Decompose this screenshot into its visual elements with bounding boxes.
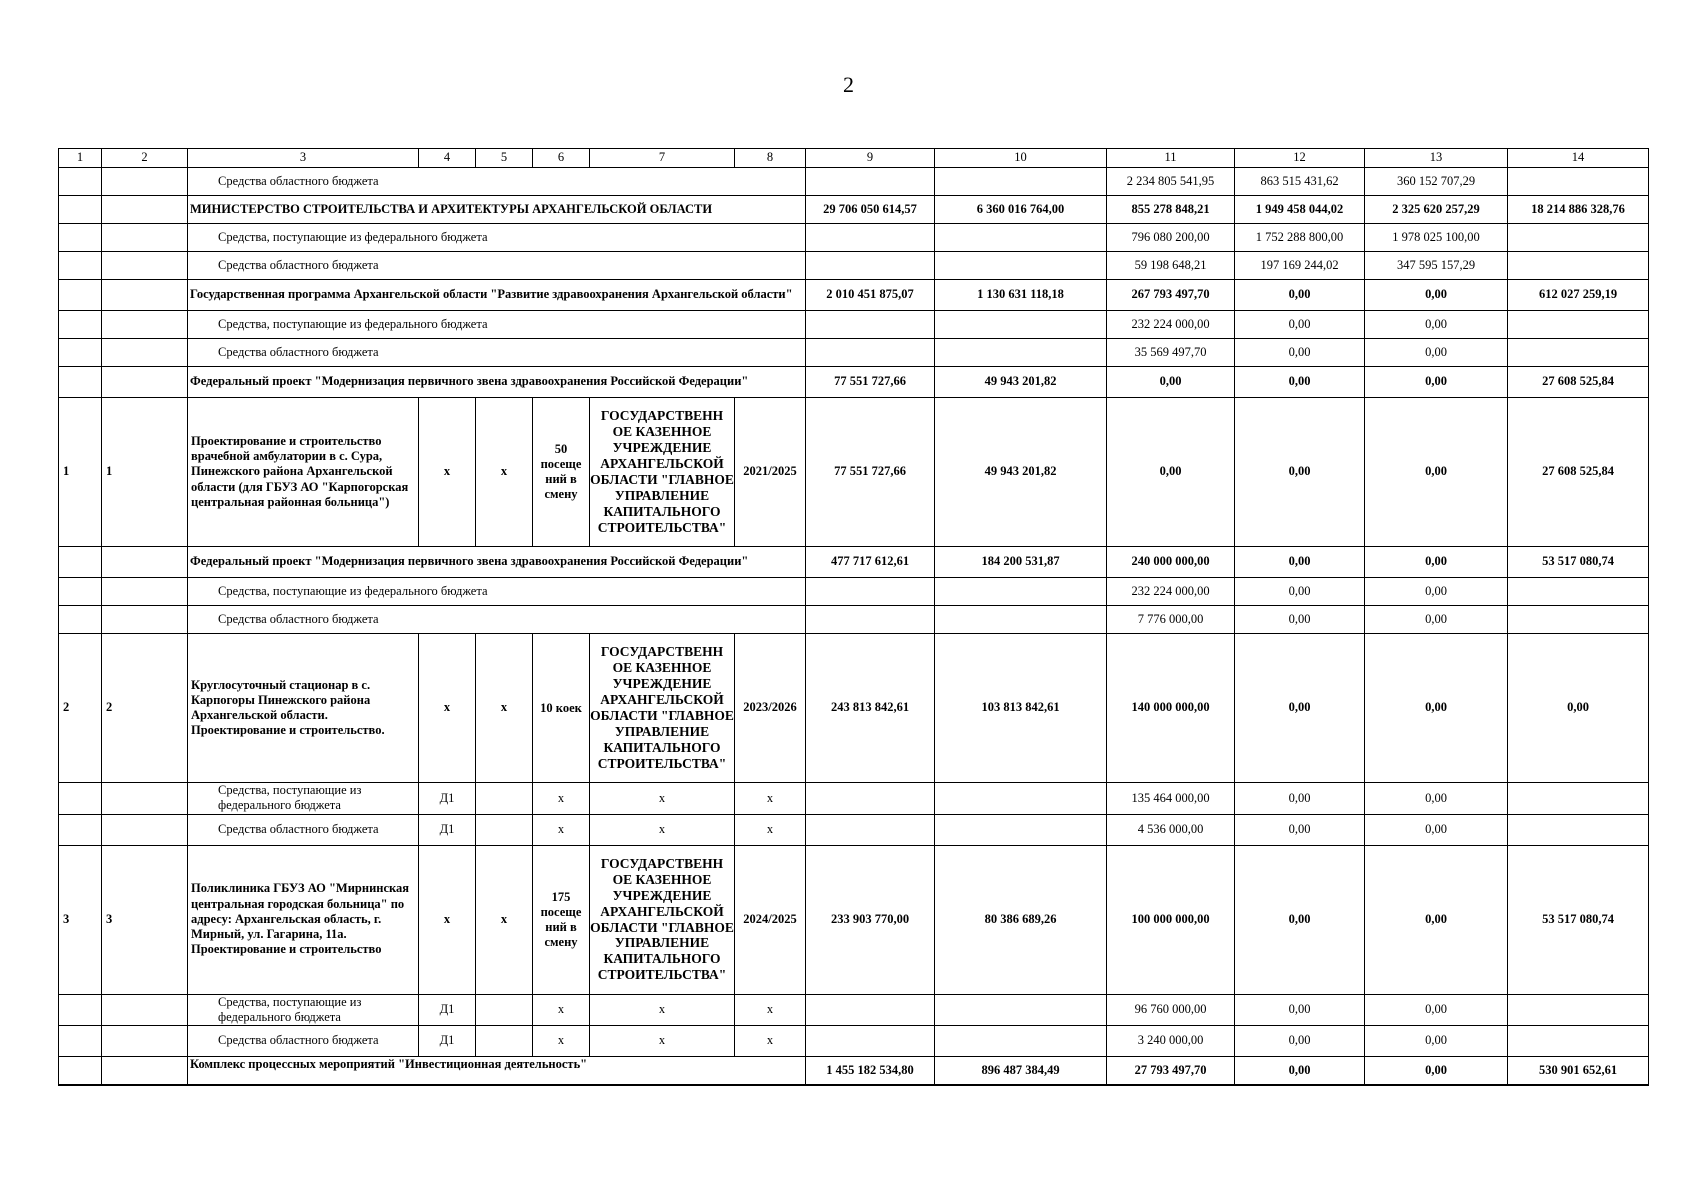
period: 2021/2025 (735, 398, 806, 547)
cell-col7: x (590, 1026, 735, 1057)
row-label: Федеральный проект "Модернизация первичного звена здравоохранения Российской Федерации" (188, 547, 806, 578)
table-row (59, 367, 1649, 398)
cell-col12: 0,00 (1235, 367, 1365, 398)
cell-col6: x (533, 994, 590, 1026)
cell-col10: 896 487 384,49 (935, 1057, 1107, 1086)
cell-col13: 0,00 (1365, 280, 1508, 311)
cell-col12: 0,00 (1235, 783, 1365, 815)
cell-col14: 0,00 (1508, 634, 1649, 783)
customer-org: ГОСУДАРСТВЕНН ОЕ КАЗЕННОЕ УЧРЕЖДЕНИЕ АРХАНГЕЛЬСКОЙ ОБЛАСТИ "ГЛАВНОЕ УПРАВЛЕНИЕ КАПИТАЛЬНОГО СТРОИТЕЛЬСТВА" (590, 845, 735, 994)
cell-col12: 1 949 458 044,02 (1235, 196, 1365, 224)
table-row (59, 168, 1649, 196)
cell-col12: 0,00 (1235, 814, 1365, 845)
table-row (59, 814, 1649, 845)
cell-col13: 0,00 (1365, 783, 1508, 815)
cell-col14: 612 027 259,19 (1508, 280, 1649, 311)
capacity: 175 посеще ний в смену (533, 845, 590, 994)
table-row (59, 252, 1649, 280)
cell-col11: 59 198 648,21 (1107, 252, 1235, 280)
capacity: 10 коек (533, 634, 590, 783)
cell-col13: 0,00 (1365, 578, 1508, 606)
cell-col4: x (419, 398, 476, 547)
cell-col9: 233 903 770,00 (806, 845, 935, 994)
cell-col9: 477 717 612,61 (806, 547, 935, 578)
cell-col7: x (590, 994, 735, 1026)
row-label: Федеральный проект "Модернизация первичного звена здравоохранения Российской Федерации" (188, 367, 806, 398)
period: 2023/2026 (735, 634, 806, 783)
table-row (59, 224, 1649, 252)
cell-col11: 3 240 000,00 (1107, 1026, 1235, 1057)
row-label: Средства, поступающие из федерального бюджета (188, 311, 806, 339)
row-label: Комплекс процессных мероприятий "Инвестиционная деятельность" (188, 1057, 806, 1086)
cell-col12: 0,00 (1235, 398, 1365, 547)
header-cell: 2 (102, 149, 188, 168)
cell-col10: 49 943 201,82 (935, 367, 1107, 398)
table-row (59, 783, 1649, 815)
cell-col11: 855 278 848,21 (1107, 196, 1235, 224)
row-label: Средства, поступающие из федерального бюджета (188, 224, 806, 252)
cell-col8: x (735, 814, 806, 845)
cell-col4: Д1 (419, 994, 476, 1026)
cell-col13: 0,00 (1365, 547, 1508, 578)
cell-col13: 0,00 (1365, 814, 1508, 845)
cell-col14: 27 608 525,84 (1508, 367, 1649, 398)
table-row (59, 606, 1649, 634)
cell-col14: 27 608 525,84 (1508, 398, 1649, 547)
period: 2024/2025 (735, 845, 806, 994)
row-label: Средства областного бюджета (188, 168, 806, 196)
header-cell: 3 (188, 149, 419, 168)
cell-col5: x (476, 634, 533, 783)
cell-col13: 2 325 620 257,29 (1365, 196, 1508, 224)
table-row (59, 547, 1649, 578)
cell-col5: x (476, 845, 533, 994)
cell-col5: x (476, 398, 533, 547)
cell-col9: 243 813 842,61 (806, 634, 935, 783)
cell-col13: 0,00 (1365, 1026, 1508, 1057)
cell-col13: 0,00 (1365, 845, 1508, 994)
cell-col4: Д1 (419, 1026, 476, 1057)
cell-col12: 0,00 (1235, 280, 1365, 311)
row-label: Государственная программа Архангельской области "Развитие здравоохранения Архангельской области" (188, 280, 806, 311)
header-row (59, 149, 1649, 168)
cell-col10: 184 200 531,87 (935, 547, 1107, 578)
cell-col9: 2 010 451 875,07 (806, 280, 935, 311)
cell-col11: 135 464 000,00 (1107, 783, 1235, 815)
cell-col11: 35 569 497,70 (1107, 339, 1235, 367)
row-label: Средства, поступающие из федерального бюджета (188, 578, 806, 606)
cell-col13: 0,00 (1365, 339, 1508, 367)
cell-col8: x (735, 783, 806, 815)
cell-col14: 18 214 886 328,76 (1508, 196, 1649, 224)
cell-col11: 232 224 000,00 (1107, 311, 1235, 339)
header-cell: 7 (590, 149, 735, 168)
cell-col13: 0,00 (1365, 398, 1508, 547)
cell-col13: 0,00 (1365, 1057, 1508, 1086)
header-cell: 6 (533, 149, 590, 168)
cell-col13: 0,00 (1365, 634, 1508, 783)
cell-col12: 0,00 (1235, 339, 1365, 367)
header-cell: 12 (1235, 149, 1365, 168)
cell-col10: 103 813 842,61 (935, 634, 1107, 783)
capacity: 50 посеще ний в смену (533, 398, 590, 547)
cell-col11: 232 224 000,00 (1107, 578, 1235, 606)
cell-col12: 1 752 288 800,00 (1235, 224, 1365, 252)
header-cell: 14 (1508, 149, 1649, 168)
table-row (59, 1057, 1649, 1086)
header-cell: 9 (806, 149, 935, 168)
cell-col12: 0,00 (1235, 1057, 1365, 1086)
cell-col11: 140 000 000,00 (1107, 634, 1235, 783)
cell-col10: 1 130 631 118,18 (935, 280, 1107, 311)
row-label: МИНИСТЕРСТВО СТРОИТЕЛЬСТВА И АРХИТЕКТУРЫ АРХАНГЕЛЬСКОЙ ОБЛАСТИ (188, 196, 806, 224)
table-row (59, 311, 1649, 339)
cell-col14: 530 901 652,61 (1508, 1057, 1649, 1086)
header-cell: 13 (1365, 149, 1508, 168)
header-cell: 10 (935, 149, 1107, 168)
row-number: 1 (59, 398, 102, 547)
row-label: Средства областного бюджета (188, 339, 806, 367)
cell-col11: 7 776 000,00 (1107, 606, 1235, 634)
cell-col12: 0,00 (1235, 845, 1365, 994)
cell-col12: 863 515 431,62 (1235, 168, 1365, 196)
cell-col11: 0,00 (1107, 398, 1235, 547)
cell-col12: 0,00 (1235, 578, 1365, 606)
cell-col11: 0,00 (1107, 367, 1235, 398)
cell-col12: 0,00 (1235, 1026, 1365, 1057)
cell-col6: x (533, 1026, 590, 1057)
row-code: 1 (102, 398, 188, 547)
cell-col9: 29 706 050 614,57 (806, 196, 935, 224)
table-row (59, 1026, 1649, 1057)
cell-col13: 360 152 707,29 (1365, 168, 1508, 196)
table-row (59, 339, 1649, 367)
header-cell: 1 (59, 149, 102, 168)
row-label: Средства областного бюджета (188, 606, 806, 634)
cell-col11: 240 000 000,00 (1107, 547, 1235, 578)
table-row (59, 634, 1649, 783)
cell-col11: 27 793 497,70 (1107, 1057, 1235, 1086)
cell-col12: 0,00 (1235, 547, 1365, 578)
cell-col13: 1 978 025 100,00 (1365, 224, 1508, 252)
cell-col12: 0,00 (1235, 606, 1365, 634)
cell-col13: 0,00 (1365, 311, 1508, 339)
header-cell: 5 (476, 149, 533, 168)
cell-col12: 0,00 (1235, 311, 1365, 339)
cell-col10: 80 386 689,26 (935, 845, 1107, 994)
table-row (59, 994, 1649, 1026)
table-row (59, 845, 1649, 994)
row-label: Средства, поступающие из федерального бюджета (188, 783, 419, 815)
cell-col11: 4 536 000,00 (1107, 814, 1235, 845)
budget-table (58, 148, 1649, 1086)
row-label: Средства областного бюджета (188, 252, 806, 280)
cell-col11: 96 760 000,00 (1107, 994, 1235, 1026)
row-number: 3 (59, 845, 102, 994)
cell-col13: 0,00 (1365, 367, 1508, 398)
cell-col8: x (735, 994, 806, 1026)
cell-col4: Д1 (419, 783, 476, 815)
row-code: 2 (102, 634, 188, 783)
cell-col11: 796 080 200,00 (1107, 224, 1235, 252)
row-number: 2 (59, 634, 102, 783)
cell-col12: 0,00 (1235, 994, 1365, 1026)
cell-col9: 1 455 182 534,80 (806, 1057, 935, 1086)
table-row (59, 196, 1649, 224)
page-number: 2 (843, 72, 854, 97)
cell-col7: x (590, 783, 735, 815)
cell-col12: 0,00 (1235, 634, 1365, 783)
cell-col9: 77 551 727,66 (806, 367, 935, 398)
object-name: Круглосуточный стационар в с. Карпогоры Пинежского района Архангельской области. Проектирование и строительство. (188, 634, 419, 783)
cell-col14: 53 517 080,74 (1508, 547, 1649, 578)
row-label: Средства, поступающие из федерального бюджета (188, 994, 419, 1026)
table-row (59, 398, 1649, 547)
header-cell: 4 (419, 149, 476, 168)
cell-col9: 77 551 727,66 (806, 398, 935, 547)
cell-col11: 100 000 000,00 (1107, 845, 1235, 994)
cell-col4: Д1 (419, 814, 476, 845)
cell-col4: x (419, 634, 476, 783)
customer-org: ГОСУДАРСТВЕНН ОЕ КАЗЕННОЕ УЧРЕЖДЕНИЕ АРХАНГЕЛЬСКОЙ ОБЛАСТИ "ГЛАВНОЕ УПРАВЛЕНИЕ КАПИТАЛЬНОГО СТРОИТЕЛЬСТВА" (590, 634, 735, 783)
table-row (59, 578, 1649, 606)
cell-col4: x (419, 845, 476, 994)
cell-col8: x (735, 1026, 806, 1057)
row-label: Средства областного бюджета (188, 814, 419, 845)
cell-col7: x (590, 814, 735, 845)
cell-col13: 0,00 (1365, 606, 1508, 634)
table-row (59, 280, 1649, 311)
header-cell: 11 (1107, 149, 1235, 168)
cell-col10: 6 360 016 764,00 (935, 196, 1107, 224)
object-name: Проектирование и строительство врачебной амбулатории в с. Сура, Пинежского района Архангельской области (для ГБУЗ АО "Карпогорская центральная районная больница") (188, 398, 419, 547)
cell-col11: 267 793 497,70 (1107, 280, 1235, 311)
cell-col6: x (533, 814, 590, 845)
cell-col12: 197 169 244,02 (1235, 252, 1365, 280)
header-cell: 8 (735, 149, 806, 168)
cell-col6: x (533, 783, 590, 815)
cell-col13: 0,00 (1365, 994, 1508, 1026)
cell-col10: 49 943 201,82 (935, 398, 1107, 547)
object-name: Поликлиника ГБУЗ АО "Мирнинская центральная городская больница" по адресу: Архангельская область, г. Мирный, ул. Гагарина, 11а. Проектирование и строительство (188, 845, 419, 994)
cell-col11: 2 234 805 541,95 (1107, 168, 1235, 196)
customer-org: ГОСУДАРСТВЕНН ОЕ КАЗЕННОЕ УЧРЕЖДЕНИЕ АРХАНГЕЛЬСКОЙ ОБЛАСТИ "ГЛАВНОЕ УПРАВЛЕНИЕ КАПИТАЛЬНОГО СТРОИТЕЛЬСТВА" (590, 398, 735, 547)
row-code: 3 (102, 845, 188, 994)
row-label: Средства областного бюджета (188, 1026, 419, 1057)
cell-col13: 347 595 157,29 (1365, 252, 1508, 280)
cell-col14: 53 517 080,74 (1508, 845, 1649, 994)
